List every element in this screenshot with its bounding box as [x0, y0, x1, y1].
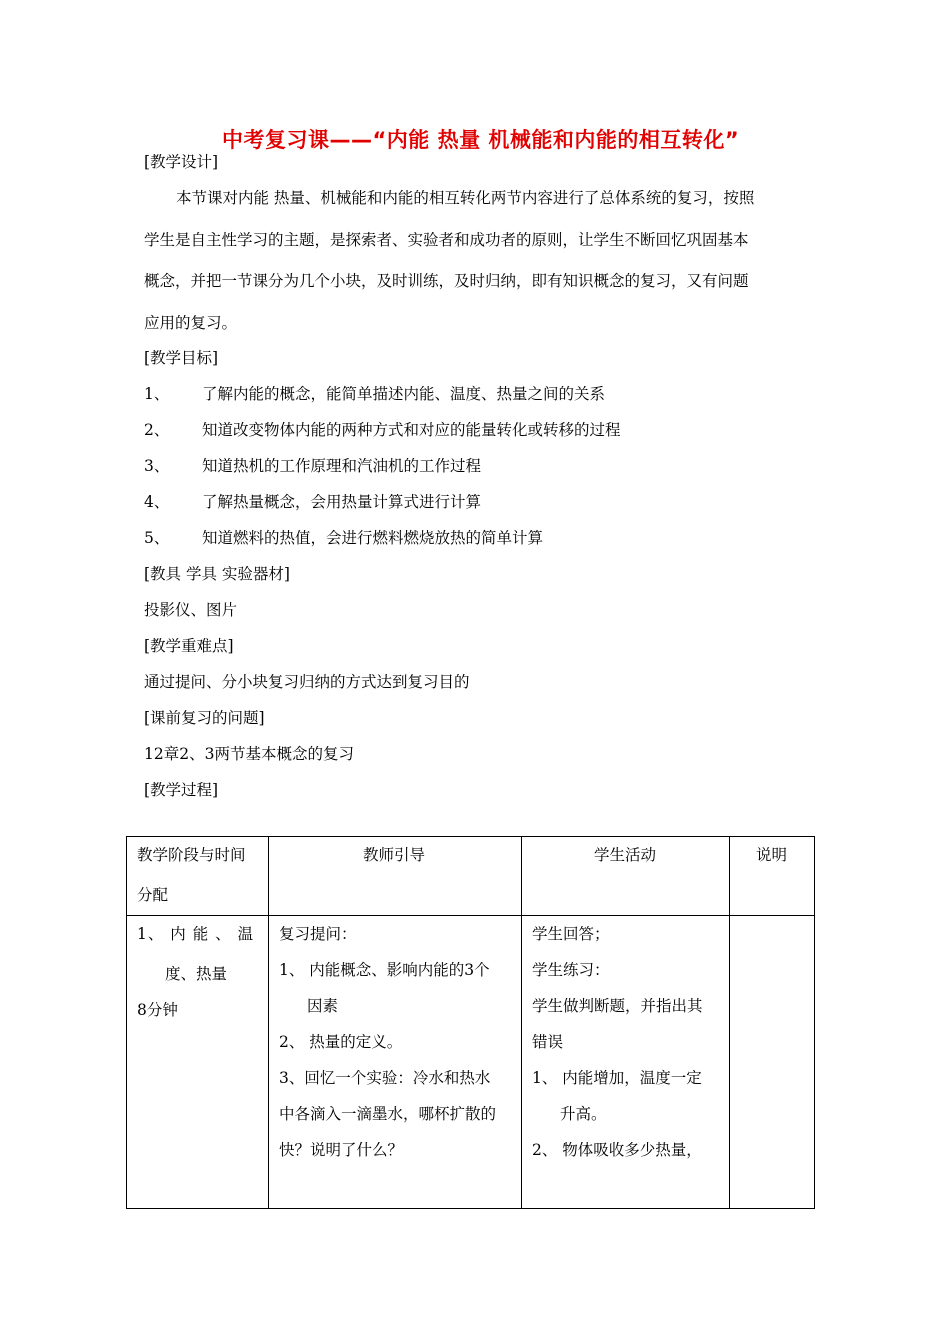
teacher-line: 2、 热量的定义。	[279, 1033, 403, 1051]
student-line: 升高。	[560, 1105, 607, 1123]
tools-text: 投影仪、图片	[144, 601, 238, 619]
header-teacher-cell	[269, 837, 522, 916]
header-note-cell	[730, 837, 815, 916]
goal-text: 知道改变物体内能的两种方式和对应的能量转化或转移的过程	[202, 421, 621, 439]
goals-heading: [教学目标]	[144, 349, 219, 367]
stage-duration: 8分钟	[137, 1001, 178, 1019]
goal-number: 4、	[144, 493, 170, 511]
teacher-line: 3、回忆一个实验：冷水和热水	[279, 1069, 491, 1087]
design-heading: [教学设计]	[144, 153, 219, 171]
header-stage-line2: 分配	[137, 886, 169, 904]
stage-line2: 度、热量	[165, 965, 228, 983]
key-points-heading: [教学重难点]	[144, 637, 234, 655]
teacher-line: 复习提问：	[279, 925, 357, 943]
stage-line1: 1、 内 能 、 温	[137, 925, 255, 943]
student-line: 1、 内能增加，温度一定	[532, 1069, 702, 1087]
goal-number: 2、	[144, 421, 170, 439]
goal-number: 1、	[144, 385, 170, 403]
goal-number: 3、	[144, 457, 170, 475]
goal-text: 知道热机的工作原理和汽油机的工作过程	[202, 457, 482, 475]
student-line: 2、 物体吸收多少热量，	[532, 1141, 702, 1159]
pre-review-heading: [课前复习的问题]	[144, 709, 265, 727]
document-title: 中考复习课——“内能 热量 机械能和内能的相互转化”	[222, 128, 740, 152]
teacher-cell	[269, 916, 522, 1209]
process-heading: [教学过程]	[144, 781, 219, 799]
teacher-line: 1、 内能概念、影响内能的3个	[279, 961, 490, 979]
teacher-line: 快？说明了什么？	[279, 1141, 404, 1159]
header-note: 说明	[756, 846, 788, 864]
note-cell	[730, 916, 815, 1209]
design-paragraph-line: 本节课对内能 热量、机械能和内能的相互转化两节内容进行了总体系统的复习，按照	[176, 189, 755, 207]
pre-review-text: 12章2、3两节基本概念的复习	[144, 745, 354, 763]
header-stage-cell	[127, 837, 269, 916]
tools-heading: [教具 学具 实验器材]	[144, 565, 290, 583]
header-stage-line1: 教学阶段与时间	[137, 846, 246, 864]
student-line: 学生回答；	[532, 925, 610, 943]
teacher-line: 中各滴入一滴墨水，哪杯扩散的	[279, 1105, 497, 1123]
header-student: 学生活动	[594, 846, 657, 864]
student-line: 学生练习：	[532, 961, 610, 979]
stage-cell	[127, 916, 269, 1209]
student-cell	[522, 916, 730, 1209]
student-line: 学生做判断题，并指出其	[532, 997, 703, 1015]
design-paragraph-line: 学生是自主性学习的主题，是探索者、实验者和成功者的原则，让学生不断回忆巩固基本	[144, 231, 749, 249]
design-paragraph-line: 应用的复习。	[144, 314, 238, 332]
student-line: 错误	[532, 1033, 564, 1051]
goal-text: 了解热量概念，会用热量计算式进行计算	[202, 493, 482, 511]
design-paragraph-line: 概念，并把一节课分为几个小块，及时训练，及时归纳，即有知识概念的复习，又有问题	[144, 272, 749, 290]
teacher-line: 因素	[307, 997, 339, 1015]
header-teacher: 教师引导	[363, 846, 426, 864]
key-points-text: 通过提问、分小块复习归纳的方式达到复习目的	[144, 673, 470, 691]
goal-text: 知道燃料的热值，会进行燃料燃烧放热的简单计算	[202, 529, 544, 547]
table-row	[127, 916, 815, 1209]
goal-number: 5、	[144, 529, 170, 547]
header-student-cell	[522, 837, 730, 916]
table-header-row	[127, 837, 815, 916]
process-table	[126, 836, 815, 1209]
goal-text: 了解内能的概念，能简单描述内能、温度、热量之间的关系	[202, 385, 606, 403]
